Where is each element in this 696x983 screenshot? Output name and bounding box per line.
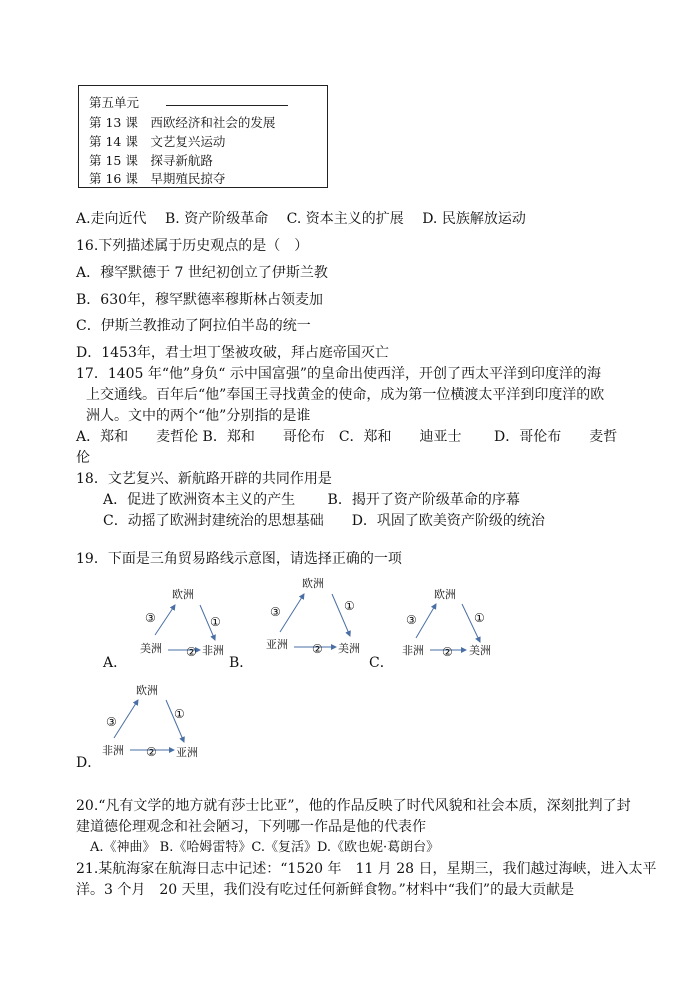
diagram-a-num-2: ② — [186, 645, 197, 659]
q21-line-1: 21.某航海家在航海日志中记述：“1520 年 11 月 28 日，星期三，我们越过海峡，进入太平 — [76, 861, 657, 877]
q18-options-row-1: A．促进了欧洲资本主义的产生 B．揭开了资产阶级革命的序幕 — [103, 492, 520, 508]
lesson-14: 第 14 课 文艺复兴运动 — [89, 134, 226, 149]
trade-diagram-a — [130, 580, 235, 665]
diagram-d-top-label: 欧洲 — [136, 684, 158, 697]
q16-option-a: A．穆罕默德于 7 世纪初创立了伊斯兰教 — [76, 265, 328, 281]
q19-option-c-letter: C． — [369, 655, 394, 671]
q21-line-2: 洋。3 个月 20 天里，我们没有吃过任何新鲜食物。”材料中“我们”的最大贡献是 — [76, 882, 575, 898]
diagram-b-right-label: 美洲 — [338, 642, 360, 655]
diagram-b-arrow-3 — [280, 594, 304, 632]
diagram-d-right-label: 亚洲 — [176, 746, 198, 759]
diagram-a-num-3: ③ — [145, 611, 156, 625]
q18-options-row-2: C．动摇了欧洲封建统治的思想基础 D．巩固了欧美资产阶级的统治 — [103, 513, 545, 529]
q19-stem: 19．下面是三角贸易路线示意图，请选择正确的一项 — [76, 551, 402, 567]
lesson-16: 第 16 课 早期殖民掠夺 — [89, 171, 226, 186]
diagram-d-num-1: ① — [174, 707, 185, 721]
diagram-b-top-label: 欧洲 — [302, 577, 324, 590]
q17-line-3: 洲人。文中的两个“他”分别指的是谁 — [86, 408, 311, 424]
q20-line-2: 建道德伦理观念和社会陋习，下列哪一作品是他的代表作 — [76, 819, 426, 835]
diagram-c-right-label: 美洲 — [469, 644, 491, 657]
q17-options: A．郑和 麦哲伦 B．郑和 哥伦布 C．郑和 迪亚士 D．哥伦布 麦哲 — [76, 429, 618, 445]
q19-option-b-letter: B． — [229, 655, 254, 671]
q19-option-d-letter: D． — [76, 755, 102, 771]
unit-title: 第五单元 — [89, 95, 140, 110]
lesson-15: 第 15 课 探寻新航路 — [89, 153, 213, 168]
q20-options: A.《神曲》 B.《哈姆雷特》C.《复活》D.《欧也妮·葛朗台》 — [90, 840, 440, 855]
q19-option-a-letter: A． — [103, 655, 128, 671]
diagram-a-top-label: 欧洲 — [172, 588, 194, 601]
lesson-13: 第 13 课 西欧经济和社会的发展 — [89, 115, 276, 130]
diagram-c-left-label: 非洲 — [402, 644, 424, 657]
q17-line-1: 17．1405 年“他”身负“ 示中国富强”的皇命出使西洋，开创了西太平洋到印度洋的海 — [76, 366, 601, 382]
diagram-b-num-2: ② — [312, 642, 323, 656]
diagram-d-left-label: 非洲 — [102, 744, 124, 757]
trade-diagram-c — [394, 582, 504, 667]
q16-option-b: B．630年，穆罕默德率穆斯林占领麦加 — [76, 292, 324, 308]
diagram-c-num-2: ② — [442, 645, 453, 659]
diagram-d-num-3: ③ — [106, 715, 117, 729]
diagram-a-arrow-3 — [155, 605, 175, 635]
diagram-a-left-label: 美洲 — [140, 642, 162, 655]
diagram-b-num-3: ③ — [270, 605, 281, 619]
q16-stem: 16.下列描述属于历史观点的是（ ） — [76, 238, 309, 254]
q16-option-c: C．伊斯兰教推动了阿拉伯半岛的统一 — [76, 318, 311, 334]
unit-outline-box — [78, 85, 328, 188]
q20-line-1: 20.“凡有文学的地方就有莎士比亚”，他的作品反映了时代风貌和社会本质，深刻批判了封 — [76, 798, 631, 814]
q16-option-d: D．1453年，君士坦丁堡被攻破，拜占庭帝国灭亡 — [76, 345, 389, 361]
diagram-d-num-2: ② — [146, 745, 157, 759]
diagram-d-arrow-3 — [114, 700, 138, 738]
diagram-b-left-label: 亚洲 — [266, 638, 288, 651]
q17-options-wrap: 伦 — [76, 450, 90, 466]
trade-diagram-b — [258, 570, 373, 660]
diagram-b-num-1: ① — [344, 599, 355, 613]
diagram-c-top-label: 欧洲 — [434, 588, 456, 601]
q15-options: A.走向近代 B. 资产阶级革命 C. 资本主义的扩展 D. 民族解放运动 — [76, 211, 526, 227]
diagram-a-num-1: ① — [210, 615, 221, 629]
q17-line-2: 上交通线。百年后“他”奉国王寻找黄金的使命，成为第一位横渡太平洋到印度洋的欧 — [86, 387, 605, 403]
q18-stem: 18．文艺复兴、新航路开辟的共同作用是 — [76, 471, 332, 487]
unit-title-blank-line — [166, 105, 288, 106]
diagram-a-right-label: 非洲 — [202, 644, 224, 657]
diagram-c-num-1: ① — [474, 611, 485, 625]
diagram-c-num-3: ③ — [406, 613, 417, 627]
trade-diagram-d — [96, 676, 211, 766]
diagram-c-arrow-3 — [416, 604, 436, 638]
